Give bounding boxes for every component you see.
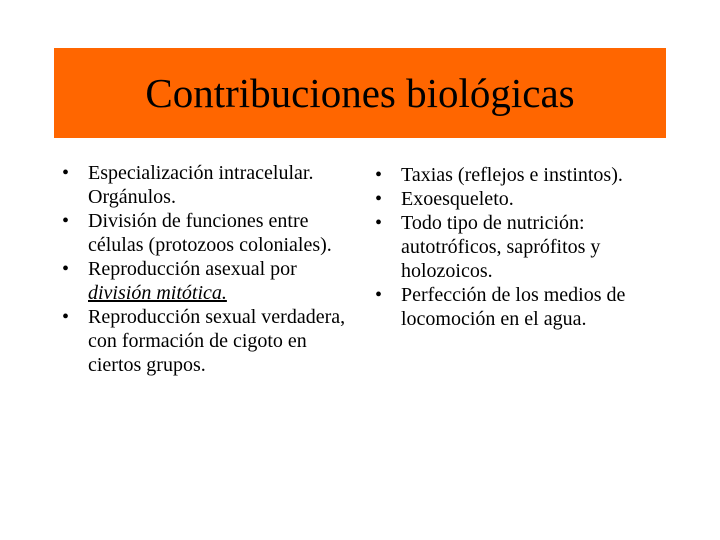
list-item-text: Especialización intracelular. Orgánulos. (88, 162, 314, 208)
list-item-text: Reproducción asexual por (88, 258, 297, 280)
list-item (375, 211, 665, 283)
list-item (375, 283, 665, 331)
bullet-icon: • (62, 258, 70, 280)
list-item (62, 161, 358, 209)
bullet-icon: • (62, 162, 70, 184)
bullet-icon: • (375, 188, 383, 210)
bullet-icon: • (375, 164, 383, 186)
bullet-icon: • (62, 210, 70, 232)
slide-title: Contribuciones biológicas (145, 69, 575, 116)
list-item-text: Todo tipo de nutrición: autotróficos, saprófitos y holozoicos. (401, 212, 601, 282)
right-bullet-list (375, 163, 665, 331)
list-item-text: Exoesqueleto. (401, 188, 514, 210)
list-item-text: Perfección de los medios de locomoción en el agua. (401, 284, 626, 330)
list-item (62, 209, 358, 257)
title-bar (54, 48, 666, 138)
list-item (62, 257, 358, 305)
list-item-text: Taxias (reflejos e instintos). (401, 164, 623, 186)
left-bullet-list (62, 161, 358, 377)
list-item (375, 187, 665, 211)
bullet-icon: • (375, 212, 383, 234)
list-item (375, 163, 665, 187)
list-item-text: Reproducción sexual verdadera, con formación de cigoto en ciertos grupos. (88, 306, 346, 376)
bullet-icon: • (62, 306, 70, 328)
list-item-text: División de funciones entre células (protozoos coloniales). (88, 210, 332, 256)
list-item-emphasis: división mitótica. (88, 282, 227, 304)
list-item (62, 305, 358, 377)
bullet-icon: • (375, 284, 383, 306)
